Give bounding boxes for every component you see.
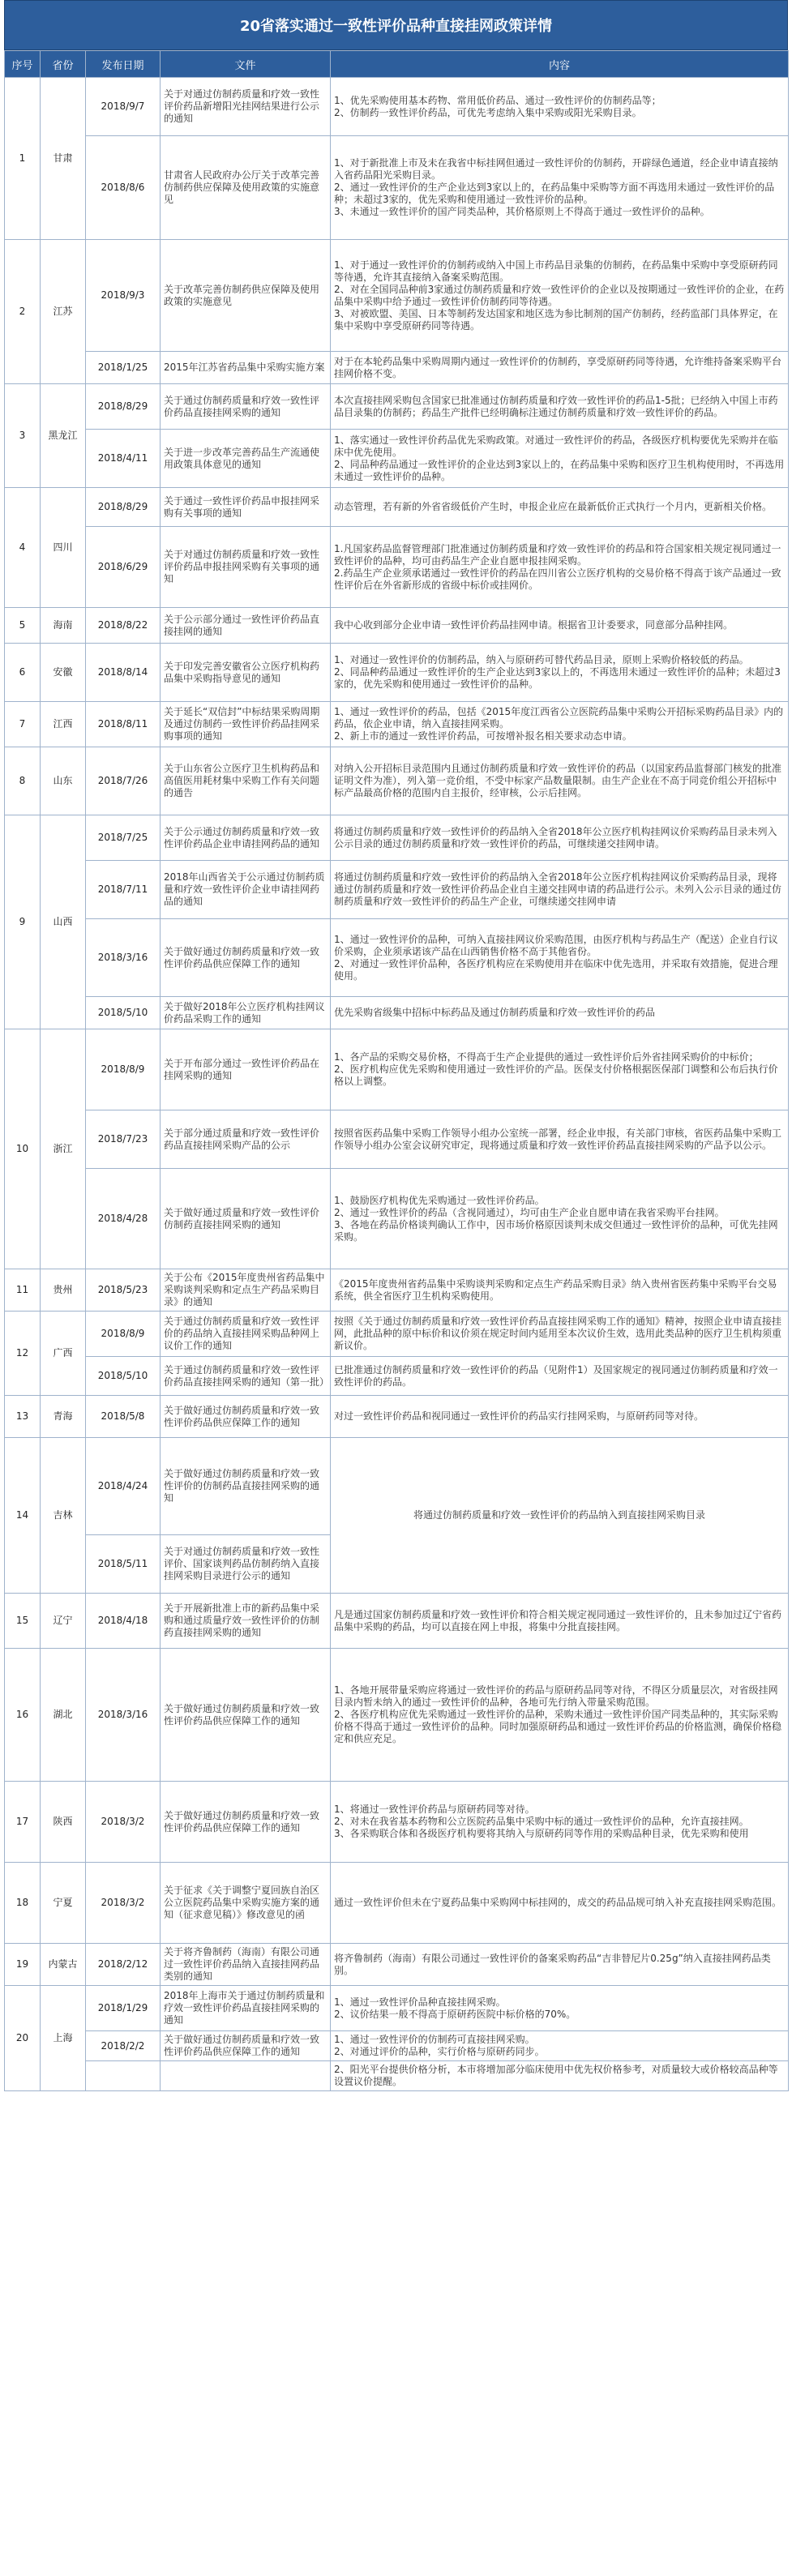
- seq-cell: 2: [5, 240, 41, 384]
- content-cell: 1、落实通过一致性评价药品优先采购政策。对通过一致性评价的药品，各级医疗机构要优先采购并在临床中优先使用。 2、同品种药品通过一致性评价的企业达到3家以上的，在药品集中采购和医疗卫生机构使用时，不再选用未通过一致性评价的品种。: [331, 430, 789, 488]
- seq-cell: 3: [5, 384, 41, 488]
- table-row: [5, 488, 789, 527]
- date-cell: 2018/1/29: [86, 1986, 161, 2031]
- province-cell: 贵州: [41, 1269, 86, 1312]
- seq-cell: 17: [5, 1782, 41, 1863]
- seq-cell: 18: [5, 1863, 41, 1944]
- date-cell: 2018/8/11: [86, 702, 161, 747]
- table-row: [5, 919, 789, 997]
- table-row: [5, 861, 789, 919]
- content-cell: 动态管理，若有新的外省省级低价产生时，申报企业应在最新低价正式执行一个月内，更新相关价格。: [331, 488, 789, 527]
- province-cell: 黑龙江: [41, 384, 86, 488]
- content-cell: 1、对于通过一致性评价的仿制药或纳入中国上市药品目录集的仿制药，在药品集中采购中享受原研药同等待遇，允许其直接纳入备案采购范围。 2、对在全国同品种前3家通过仿制药质量和疗效一致性评价的企业以及按期通过一致性评价的企业，在药品集中采购中给予通过一致性评价仿制药同等待遇。 3、对被欧盟、美国、日本等制药发达国家和地区选为参比制剂的国产仿制药，经药监部门具体界定，在集中采购中享受原研药同等待遇。: [331, 240, 789, 352]
- document-cell: 关于做好通过仿制药质量和疗效一致性评价药品供应保障工作的通知: [161, 1782, 331, 1863]
- province-cell: 江西: [41, 702, 86, 747]
- date-cell: 2018/5/10: [86, 1357, 161, 1396]
- date-cell: 2018/7/26: [86, 747, 161, 815]
- document-cell: 关于进一步改革完善药品生产流通使用政策具体意见的通知: [161, 430, 331, 488]
- date-cell: 2018/8/6: [86, 136, 161, 240]
- document-cell: 关于部分通过质量和疗效一致性评价药品直接挂网采购产品的公示: [161, 1110, 331, 1169]
- content-cell: 通过一致性评价但未在宁夏药品集中采购网中标挂网的，成交的药品品规可纳入补充直接挂网采购范围。: [331, 1863, 789, 1944]
- content-cell: 凡是通过国家仿制药质量和疗效一致性评价和符合相关规定视同通过一致性评价的，且未参加过辽宁省药品集中采购的药品，均可以直接在网上申报，将集中分批直接挂网。: [331, 1594, 789, 1649]
- table-row: [5, 2061, 789, 2091]
- document-cell: 2015年江苏省药品集中采购实施方案: [161, 352, 331, 384]
- content-cell: 1.凡国家药品监督管理部门批准通过仿制药质量和疗效一致性评价的药品和符合国家相关规定视同通过一致性评价的品种，均可由药品生产企业自愿申报挂网采购。 2.药品生产企业须承诺通过一致性评价的药品在四川省公立医疗机构的交易价格不得高于该产品通过一致性评价后在外省新形成的省级中标价或挂网价。: [331, 527, 789, 608]
- date-cell: 2018/7/11: [86, 861, 161, 919]
- province-cell: 湖北: [41, 1649, 86, 1782]
- seq-cell: 1: [5, 78, 41, 240]
- content-cell: 1、通过一致性评价的药品，包括《2015年度江西省公立医院药品集中采购公开招标采购药品目录》内的药品，依企业申请，纳入直接挂网采购。 2、新上市的通过一致性评价药品，可按增补报名相关要求动态申请。: [331, 702, 789, 747]
- table-row: [5, 1396, 789, 1438]
- content-cell: 1、各地开展带量采购应将通过一致性评价的药品与原研药品同等对待，不得区分质量层次，对省级挂网目录内暂未纳入的通过一致性评价的品种，各地可先行纳入带量采购范围。 2、各医疗机构应优先采购通过一致性评价的品种，采购未通过一致性评价国产同类品种的，其实际采购价格不得高于通过一致性评价的品种。同时加强原研药品和通过一致性评价药品的价格监测，确保价格稳定和供应充足。: [331, 1649, 789, 1782]
- seq-cell: 7: [5, 702, 41, 747]
- seq-cell: 15: [5, 1594, 41, 1649]
- header-document: 文件: [161, 51, 331, 78]
- content-cell: 对纳入公开招标目录范围内且通过仿制药质量和疗效一致性评价的药品（以国家药品监督部门核发的批准证明文件为准），列入第一竞价组，不受中标家产品数量限制。由生产企业在不高于同竞价组公开招标中标产品最高价格的范围内自主报价，经审核，公示后挂网。: [331, 747, 789, 815]
- page-wrapper: [4, 0, 788, 2091]
- date-cell: 2018/5/10: [86, 997, 161, 1029]
- table-row: [5, 747, 789, 815]
- document-cell: 关于公示部分通过一致性评价药品直接挂网的通知: [161, 608, 331, 644]
- table-row: [5, 815, 789, 861]
- province-cell: 吉林: [41, 1438, 86, 1594]
- content-cell: 1、优先采购使用基本药物、常用低价药品、通过一致性评价的仿制药品等； 2、仿制药一致性评价药品，可优先考虑纳入集中采购或阳光采购目录。: [331, 78, 789, 136]
- seq-cell: 4: [5, 488, 41, 608]
- document-cell: 关于延长“双信封”中标结果采购周期及通过仿制药一致性评价药品挂网采购事项的通知: [161, 702, 331, 747]
- header-seq: 序号: [5, 51, 41, 78]
- table-row: [5, 997, 789, 1029]
- province-cell: 青海: [41, 1396, 86, 1438]
- table-row: [5, 702, 789, 747]
- seq-cell: 10: [5, 1029, 41, 1269]
- province-cell: 上海: [41, 1986, 86, 2091]
- province-cell: 广西: [41, 1312, 86, 1396]
- document-cell: 关于公布《2015年度贵州省药品集中采购谈判采购和定点生产药品采购目录》的通知: [161, 1269, 331, 1312]
- table-row: [5, 2031, 789, 2061]
- document-cell: 2018年山西省关于公示通过仿制药质量和疗效一致性评价企业申请挂网药品的通知: [161, 861, 331, 919]
- seq-cell: 14: [5, 1438, 41, 1594]
- province-cell: 四川: [41, 488, 86, 608]
- province-cell: 内蒙古: [41, 1944, 86, 1986]
- document-cell: 关于对通过仿制药质量和疗效一致性评价药品申报挂网采购有关事项的通知: [161, 527, 331, 608]
- content-cell: 1、将通过一致性评价药品与原研药同等对待。 2、对未在我省基本药物和公立医院药品集中采购中标的通过一致性评价的品种，允许直接挂网。 3、各采购联合体和各级医疗机构要将其纳入与原研药同等作用的采购品种目录，优先采购和使用: [331, 1782, 789, 1863]
- province-cell: 甘肃: [41, 78, 86, 240]
- province-cell: 山东: [41, 747, 86, 815]
- date-cell: 2018/3/16: [86, 919, 161, 997]
- content-cell: 1、各产品的采购交易价格，不得高于生产企业提供的通过一致性评价后外省挂网采购价的中标价； 2、医疗机构应优先采购和使用通过一致性评价的产品。医保支付价格根据医保部门调整和公布后执行价格以上调整。: [331, 1029, 789, 1110]
- document-cell: 关于做好通过仿制药质量和疗效一致性评价药品供应保障工作的通知: [161, 919, 331, 997]
- date-cell: 2018/1/25: [86, 352, 161, 384]
- table-row: [5, 1029, 789, 1110]
- document-cell: 关于通过仿制药质量和疗效一致性评价药品直接挂网采购的通知（第一批）: [161, 1357, 331, 1396]
- document-cell: 关于做好通过仿制药质量和疗效一致性评价的仿制药品直接挂网采购的通知: [161, 1438, 331, 1535]
- content-cell: 1、通过一致性评价的仿制药可直接挂网采购。 2、对通过评价的品种，实行价格与原研药同步。: [331, 2031, 789, 2061]
- content-cell: 对过一致性评价药品和视同通过一致性评价的药品实行挂网采购，与原研药同等对待。: [331, 1396, 789, 1438]
- document-cell: 甘肃省人民政府办公厅关于改革完善仿制药供应保障及使用政策的实施意见: [161, 136, 331, 240]
- content-cell: 将通过仿制药质量和疗效一致性评价的药品纳入全省2018年公立医疗机构挂网议价采购药品目录未列入公示目录的通过仿制药质量和疗效一致性评价的药品，可继续递交挂网申请。: [331, 815, 789, 861]
- table-row: [5, 644, 789, 702]
- header-row: [5, 51, 789, 78]
- date-cell: [86, 2061, 161, 2091]
- seq-cell: 13: [5, 1396, 41, 1438]
- content-cell: 《2015年度贵州省药品集中采购谈判采购和定点生产药品采购目录》纳入贵州省医药集中采购平台交易系统，供全省医疗卫生机构采购使用。: [331, 1269, 789, 1312]
- date-cell: 2018/2/2: [86, 2031, 161, 2061]
- date-cell: 2018/8/9: [86, 1312, 161, 1357]
- document-cell: 关于改革完善仿制药供应保障及使用政策的实施意见: [161, 240, 331, 352]
- content-cell: 对于在本轮药品集中采购周期内通过一致性评价的仿制药，享受原研药同等待遇，允许维持备案采购平台挂网价格不变。: [331, 352, 789, 384]
- content-cell: 已批准通过仿制药质量和疗效一致性评价的药品（见附件1）及国家规定的视同通过仿制药质量和疗效一致性评价的药品。: [331, 1357, 789, 1396]
- date-cell: 2018/9/3: [86, 240, 161, 352]
- table-row: [5, 352, 789, 384]
- date-cell: 2018/8/14: [86, 644, 161, 702]
- content-cell: 1、对于新批准上市及未在我省中标挂网但通过一致性评价的仿制药，开辟绿色通道，经企业申请直接纳入省药品阳光采购目录。 2、通过一致性评价的生产企业达到3家以上的，在药品集中采购等方面不再选用未通过一致性评价的品种；未超过3家的，优先采购和使用通过一致性评价的品种。 3、未通过一致性评价的国产同类品种，其价格原则上不得高于通过一致性评价的品种。: [331, 136, 789, 240]
- content-cell: 1、鼓励医疗机构优先采购通过一致性评价药品。 2、通过一致性评价的药品（含视同通过），均可由生产企业自愿申请在我省采购平台挂网。 3、各地在药品价格谈判确认工作中，因市场价格原因谈判未成交但通过一致性评价的品种，可优先挂网采购。: [331, 1169, 789, 1269]
- document-cell: [161, 2061, 331, 2091]
- document-cell: 关于开展新批准上市的新药品集中采购和通过质量疗效一致性评价的仿制药直接挂网采购的通知: [161, 1594, 331, 1649]
- seq-cell: 9: [5, 815, 41, 1029]
- document-cell: 关于通过仿制药质量和疗效一致性评价的药品纳入直接挂网采购品种网上议价工作的通知: [161, 1312, 331, 1357]
- date-cell: 2018/8/29: [86, 488, 161, 527]
- document-cell: 关于山东省公立医疗卫生机构药品和高值医用耗材集中采购工作有关问题的通告: [161, 747, 331, 815]
- date-cell: 2018/7/25: [86, 815, 161, 861]
- document-cell: 关于开布部分通过一致性评价药品在挂网采购的通知: [161, 1029, 331, 1110]
- province-cell: 陕西: [41, 1782, 86, 1863]
- table-row: [5, 136, 789, 240]
- table-row: [5, 1438, 789, 1535]
- document-cell: 关于将齐鲁制药（海南）有限公司通过一致性评价药品纳入直接挂网药品类别的通知: [161, 1944, 331, 1986]
- document-cell: 关于对通过仿制药质量和疗效一致性评价、国家谈判药品仿制药纳入直接挂网采购目录进行公示的通知: [161, 1535, 331, 1594]
- date-cell: 2018/8/29: [86, 384, 161, 430]
- policy-table: [4, 50, 789, 2091]
- table-row: [5, 1312, 789, 1357]
- seq-cell: 6: [5, 644, 41, 702]
- content-cell: 将通过仿制药质量和疗效一致性评价的药品纳入到直接挂网采购目录: [331, 1438, 789, 1594]
- document-cell: 关于做好2018年公立医疗机构挂网议价药品采购工作的通知: [161, 997, 331, 1029]
- document-cell: 关于通过一致性评价药品申报挂网采购有关事项的通知: [161, 488, 331, 527]
- date-cell: 2018/6/29: [86, 527, 161, 608]
- table-row: [5, 384, 789, 430]
- document-cell: 关于做好通过仿制药质量和疗效一致性评价药品供应保障工作的通知: [161, 1649, 331, 1782]
- content-cell: 本次直接挂网采购包含国家已批准通过仿制药质量和疗效一致性评价的药品1-5批；已经纳入中国上市药品目录集的仿制药；药品生产批件已经明确标注通过仿制药质量和疗效一致性评价的药品。: [331, 384, 789, 430]
- table-row: [5, 1169, 789, 1269]
- content-cell: 1、通过一致性评价品种直接挂网采购。 2、议价结果一般不得高于原研药医院中标价格的70%。: [331, 1986, 789, 2031]
- province-cell: 海南: [41, 608, 86, 644]
- content-cell: 我中心收到部分企业申请一致性评价药品挂网申请。根据省卫计委要求，同意部分品种挂网。: [331, 608, 789, 644]
- date-cell: 2018/8/9: [86, 1029, 161, 1110]
- document-cell: 关于做好通过质量和疗效一致性评价仿制药直接挂网采购的通知: [161, 1169, 331, 1269]
- table-row: [5, 1594, 789, 1649]
- province-cell: 宁夏: [41, 1863, 86, 1944]
- date-cell: 2018/3/16: [86, 1649, 161, 1782]
- header-province: 省份: [41, 51, 86, 78]
- table-body: [5, 78, 789, 2091]
- seq-cell: 16: [5, 1649, 41, 1782]
- content-cell: 将通过仿制药质量和疗效一致性评价的药品纳入全省2018年公立医疗机构挂网议价采购药品目录，现将通过仿制药质量和疗效一致性评价药品企业自主递交挂网申请的药品进行公示。未列入公示目录的通过仿制药质量和疗效一致性评价的药品生产企业，可继续递交挂网申请: [331, 861, 789, 919]
- document-cell: 关于做好通过仿制药质量和疗效一致性评价药品供应保障工作的通知: [161, 1396, 331, 1438]
- date-cell: 2018/5/23: [86, 1269, 161, 1312]
- table-header: [5, 51, 789, 78]
- table-row: [5, 608, 789, 644]
- seq-cell: 20: [5, 1986, 41, 2091]
- province-cell: 辽宁: [41, 1594, 86, 1649]
- content-cell: 1、通过一致性评价的品种，可纳入直接挂网议价采购范围，由医疗机构与药品生产（配送）企业自行议价采购，企业须承诺该产品在山西销售价格不高于其他省份。 2、对通过一致性评价品种，各医疗机构应在采购使用并在临床中优先选用，并采取有效措施，促进合理使用。: [331, 919, 789, 997]
- content-cell: 将齐鲁制药（海南）有限公司通过一致性评价的备案采购药品“吉非替尼片0.25g”纳入直接挂网药品类别。: [331, 1944, 789, 1986]
- province-cell: 安徽: [41, 644, 86, 702]
- document-cell: 关于做好通过仿制药质量和疗效一致性评价药品供应保障工作的通知: [161, 2031, 331, 2061]
- province-cell: 浙江: [41, 1029, 86, 1269]
- content-cell: 按照《关于通过仿制药质量和疗效一致性评价药品直接挂网采购工作的通知》精神，按照企业申请直接挂网，此批品种的原中标价和议价须在规定时间内延用至本次议价生效，选用此类品种的医疗卫生机构须重新议价。: [331, 1312, 789, 1357]
- date-cell: 2018/9/7: [86, 78, 161, 136]
- header-content: 内容: [331, 51, 789, 78]
- header-date: 发布日期: [86, 51, 161, 78]
- date-cell: 2018/4/24: [86, 1438, 161, 1535]
- content-cell: 2、阳光平台提供价格分析，本市将增加部分临床使用中优先权价格参考，对质量较大或价格较高品种等设置议价提醒。: [331, 2061, 789, 2091]
- seq-cell: 19: [5, 1944, 41, 1986]
- table-row: [5, 1357, 789, 1396]
- table-row: [5, 1110, 789, 1169]
- date-cell: 2018/8/22: [86, 608, 161, 644]
- date-cell: 2018/4/11: [86, 430, 161, 488]
- table-row: [5, 78, 789, 136]
- table-row: [5, 527, 789, 608]
- table-row: [5, 1649, 789, 1782]
- date-cell: 2018/3/2: [86, 1863, 161, 1944]
- seq-cell: 12: [5, 1312, 41, 1396]
- document-cell: 关于公示通过仿制药质量和疗效一致性评价药品企业申请挂网药品的通知: [161, 815, 331, 861]
- document-cell: 关于印发完善安徽省公立医疗机构药品集中采购指导意见的通知: [161, 644, 331, 702]
- seq-cell: 5: [5, 608, 41, 644]
- date-cell: 2018/4/18: [86, 1594, 161, 1649]
- document-cell: 关于对通过仿制药质量和疗效一致性评价药品新增阳光挂网结果进行公示的通知: [161, 78, 331, 136]
- content-cell: 1、对通过一致性评价的仿制药品，纳入与原研药可替代药品目录，原则上采购价格较低的药品。 2、同品种药品通过一致性评价的生产企业达到3家以上的，不再选用未通过一致性评价的品种；未超过3家的，优先采购和使用通过一致性评价的品种。: [331, 644, 789, 702]
- date-cell: 2018/4/28: [86, 1169, 161, 1269]
- content-cell: 按照省医药品集中采购工作领导小组办公室统一部署，经企业申报，有关部门审核，省医药品集中采购工作领导小组办公室会议研究审定，现将通过质量和疗效一致性评价药品直接挂网采购的产品予以公示。: [331, 1110, 789, 1169]
- table-row: [5, 1782, 789, 1863]
- date-cell: 2018/2/12: [86, 1944, 161, 1986]
- table-row: [5, 1863, 789, 1944]
- table-row: [5, 1269, 789, 1312]
- document-cell: 关于征求《关于调整宁夏回族自治区公立医院药品集中采购实施方案的通知（征求意见稿）》修改意见的函: [161, 1863, 331, 1944]
- document-cell: 2018年上海市关于通过仿制药质量和疗效一致性评价药品直接挂网采购的通知: [161, 1986, 331, 2031]
- seq-cell: 8: [5, 747, 41, 815]
- content-cell: 优先采购省级集中招标中标药品及通过仿制药质量和疗效一致性评价的药品: [331, 997, 789, 1029]
- seq-cell: 11: [5, 1269, 41, 1312]
- date-cell: 2018/3/2: [86, 1782, 161, 1863]
- document-cell: 关于通过仿制药质量和疗效一致性评价药品直接挂网采购的通知: [161, 384, 331, 430]
- province-cell: 江苏: [41, 240, 86, 384]
- province-cell: 山西: [41, 815, 86, 1029]
- date-cell: 2018/7/23: [86, 1110, 161, 1169]
- page-title: 20省落实通过一致性评价品种直接挂网政策详情: [4, 0, 788, 50]
- table-row: [5, 430, 789, 488]
- date-cell: 2018/5/11: [86, 1535, 161, 1594]
- table-row: [5, 1986, 789, 2031]
- date-cell: 2018/5/8: [86, 1396, 161, 1438]
- table-row: [5, 1944, 789, 1986]
- table-row: [5, 240, 789, 352]
